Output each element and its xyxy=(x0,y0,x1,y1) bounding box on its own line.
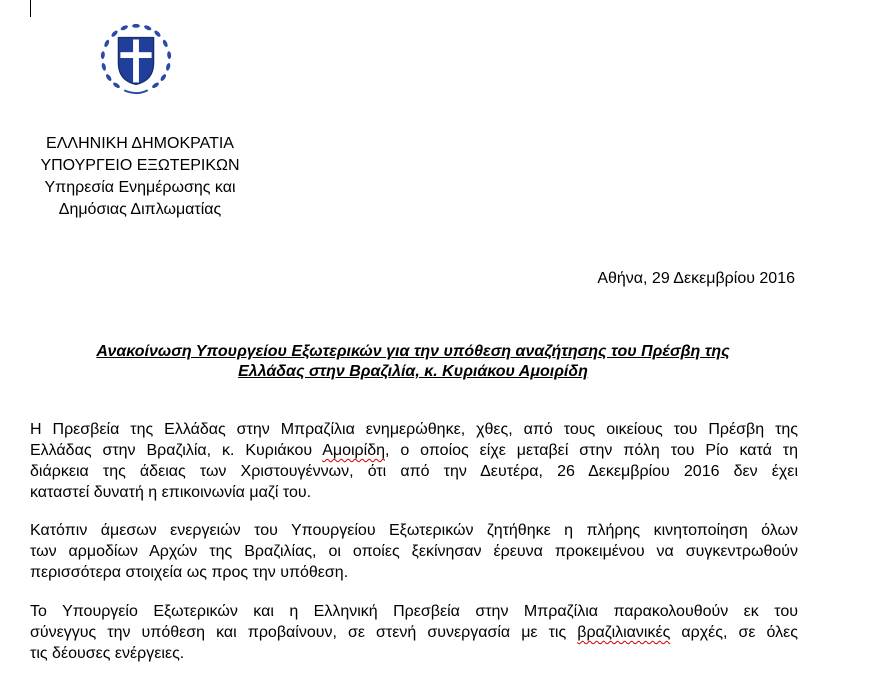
paragraph-2-line-3: περισσότερα στοιχεία ως προς την υπόθεση. xyxy=(30,564,349,581)
document-date: Αθήνα, 29 Δεκεμβρίου 2016 xyxy=(597,270,795,287)
paragraph-2 xyxy=(30,520,798,583)
text-cursor xyxy=(30,0,31,17)
spellcheck-flagged-word[interactable]: Αμοιρίδη xyxy=(322,442,385,459)
paragraph-3-line-2 xyxy=(30,622,798,643)
title-surname: Αμοιρίδη xyxy=(518,363,588,380)
paragraph-1 xyxy=(30,419,798,503)
title-line-2-text: Ελλάδας στην Βραζιλία, κ. Κυριάκου xyxy=(238,363,519,380)
paragraph-3-line-2-end: αρχές, σε όλες xyxy=(670,624,798,641)
shield xyxy=(118,38,153,85)
announcement-title xyxy=(30,342,796,382)
paragraph-1-line-2-start: Ελλάδας στην Βραζιλία, κ. Κυριάκου xyxy=(30,442,323,459)
paragraph-3-line-2-start: σύνεγγυς την υπόθεση και προβαίνουν, σε στενή συνεργασία με τις xyxy=(30,624,578,641)
title-line-2 xyxy=(30,362,796,382)
paragraph-3-line-1: Το Υπουργείο Εξωτερικών και η Ελληνική Πρεσβεία στην Μπραζίλια παρακολουθούν εκ του xyxy=(30,603,798,620)
ministry-header xyxy=(25,133,255,221)
paragraph-2-line-2: των αρμοδίων Αρχών της Βραζιλίας, οι οποίες ξεκίνησαν έρευνα προκειμένου να συγκεντρωθούν xyxy=(30,543,798,560)
paragraph-1-line-1: Η Πρεσβεία της Ελλάδας στην Μπραζίλια ενημερώθηκε, χθες, από τους οικείους του Πρέσβη της xyxy=(30,421,798,438)
header-line-3: Υπηρεσία Ενημέρωσης και xyxy=(44,179,236,196)
paragraph-1-line-4: καταστεί δυνατή η επικοινωνία μαζί του. xyxy=(30,484,312,501)
paragraph-1-line-3: διάρκεια της άδειας των Χριστουγέννων, ότι από την Δευτέρα, 26 Δεκεμβρίου 2016 δεν έχει xyxy=(30,463,798,480)
header-line-1: ΕΛΛΗΝΙΚΗ ΔΗΜΟΚΡΑΤΙΑ xyxy=(46,135,234,152)
header-line-2: ΥΠΟΥΡΓΕΙΟ ΕΞΩΤΕΡΙΚΩΝ xyxy=(40,157,240,174)
title-line-1: Ανακοίνωση Υπουργείου Εξωτερικών για την υπόθεση αναζήτησης του Πρέσβη της xyxy=(96,343,730,360)
spellcheck-flagged-word[interactable]: βραζιλιανικές xyxy=(577,624,671,641)
paragraph-1-line-2-end: , ο οποίος είχε μεταβεί στην πόλη του Ρίο κατά τη xyxy=(385,442,798,459)
paragraph-3 xyxy=(30,601,798,664)
paragraph-1-line-2 xyxy=(30,440,798,461)
header-line-4: Δημόσιας Διπλωματίας xyxy=(58,201,222,218)
paragraph-3-line-3: τις δέουσες ενέργειες. xyxy=(30,645,185,662)
greek-coat-of-arms-emblem xyxy=(97,20,175,98)
paragraph-2-line-1: Κατόπιν άμεσων ενεργειών του Υπουργείου Εξωτερικών ζητήθηκε η πλήρης κινητοποίηση όλων xyxy=(30,522,798,539)
